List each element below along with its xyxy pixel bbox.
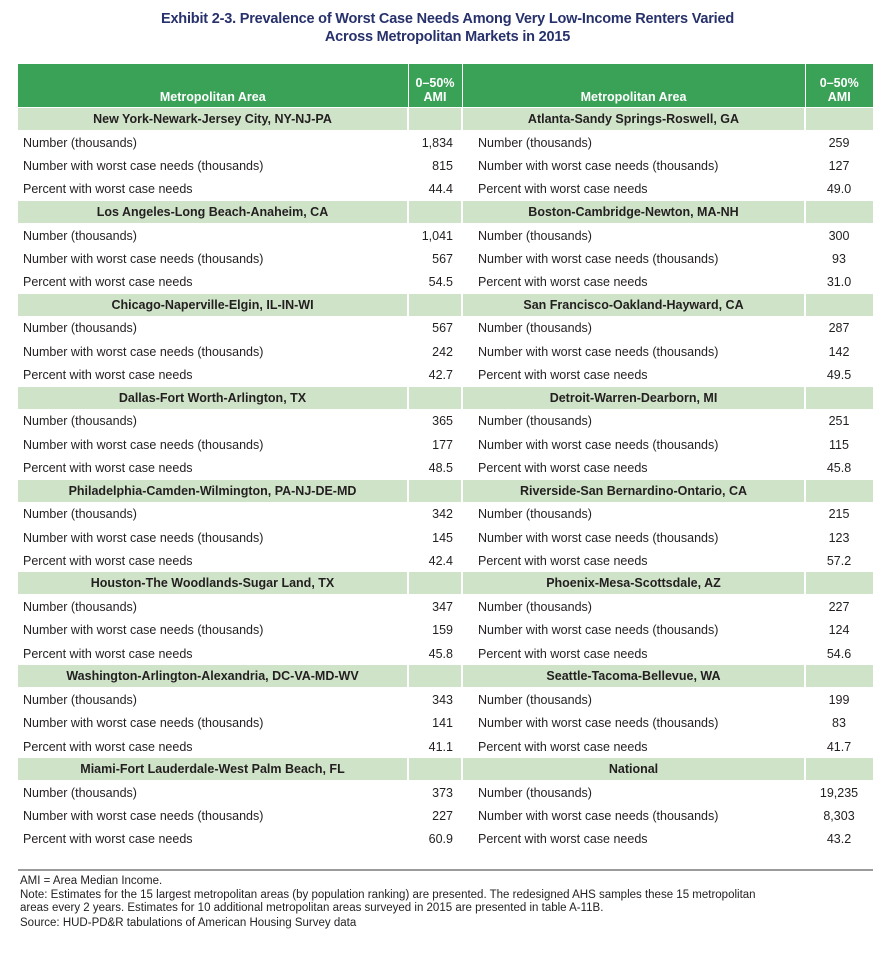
row-label-left: Percent with worst case needs [23, 832, 193, 847]
row-value-right: 124 [828, 623, 850, 638]
header-ami-right [805, 64, 873, 108]
header-metro-left: Metropolitan Area [18, 64, 408, 108]
metro-name-right: Phoenix-Mesa-Scottsdale, AZ [462, 572, 805, 595]
row-value-left: 567 [432, 321, 453, 336]
metro-value-blank-left [408, 480, 462, 503]
table-row [18, 456, 873, 479]
row-label-right: Number with worst case needs (thousands) [478, 251, 719, 266]
row-label-left: Number (thousands) [23, 785, 137, 800]
metro-value-blank-left [408, 108, 462, 131]
table-row [18, 712, 873, 735]
row-value-left: 347 [432, 600, 453, 615]
metro-name-left: Los Angeles-Long Beach-Anaheim, CA [18, 201, 408, 224]
metro-name-left: Chicago-Naperville-Elgin, IL-IN-WI [18, 294, 408, 317]
table-row [18, 549, 873, 572]
row-label-right: Percent with worst case needs [478, 739, 648, 754]
title-line-2: Across Metropolitan Markets in 2015 [324, 29, 571, 45]
metro-value-blank-left [408, 201, 462, 224]
table-row [18, 781, 873, 805]
row-label-left: Number (thousands) [23, 692, 137, 707]
table-notes [20, 875, 880, 930]
row-value-left: 177 [432, 437, 453, 452]
row-value-right: 93 [832, 251, 846, 266]
table-row [18, 828, 873, 851]
row-value-right: 49.0 [826, 182, 852, 197]
group-header-row [18, 201, 873, 224]
row-label-right: Number with worst case needs (thousands) [478, 158, 719, 173]
table-row [18, 433, 873, 456]
table-row [18, 502, 873, 526]
metro-name-left: Dallas-Fort Worth-Arlington, TX [18, 387, 408, 410]
row-value-right: 83 [832, 716, 846, 731]
row-value-right: 287 [828, 321, 850, 336]
row-value-left: 343 [432, 692, 453, 707]
row-label-left: Number with worst case needs (thousands) [23, 530, 264, 545]
metro-name-left: Washington-Arlington-Alexandria, DC-VA-MD-WV [18, 665, 408, 688]
row-label-left: Percent with worst case needs [23, 275, 193, 290]
row-value-left: 60.9 [428, 832, 453, 847]
ami-definition: AMI = Area Median Income. [20, 875, 163, 887]
row-label-left: Number with worst case needs (thousands) [23, 158, 264, 173]
table-row [18, 316, 873, 340]
row-value-left: 44.4 [428, 182, 453, 197]
table-header-row [18, 64, 873, 108]
title-line-1: Exhibit 2-3. Prevalence of Worst Case Needs Among Very Low-Income Renters Varied [160, 11, 735, 27]
row-label-right: Percent with worst case needs [478, 553, 648, 568]
row-value-right: 259 [828, 135, 850, 150]
header-ami-left [408, 64, 462, 108]
row-value-right: 31.0 [826, 275, 852, 290]
metro-value-blank-left [408, 387, 462, 410]
exhibit-title [0, 10, 895, 46]
row-value-left: 48.5 [428, 460, 453, 475]
metro-value-blank-left [408, 294, 462, 317]
row-label-right: Number with worst case needs (thousands) [478, 530, 719, 545]
footer-rule [18, 869, 873, 871]
row-value-left: 567 [432, 251, 453, 266]
group-header-row [18, 480, 873, 503]
note-line-2: areas every 2 years. Estimates for 10 additional metropolitan areas surveyed in 2015 are presented in table A-11B. [20, 902, 604, 914]
row-label-left: Number with worst case needs (thousands) [23, 251, 264, 266]
metro-name-left: Houston-The Woodlands-Sugar Land, TX [18, 572, 408, 595]
row-label-left: Number with worst case needs (thousands) [23, 344, 264, 359]
row-label-left: Percent with worst case needs [23, 553, 193, 568]
row-label-right: Number with worst case needs (thousands) [478, 809, 719, 824]
metro-value-blank-right [805, 572, 873, 595]
row-value-left: 159 [432, 623, 453, 638]
row-label-left: Percent with worst case needs [23, 646, 193, 661]
metro-value-blank-right [805, 201, 873, 224]
group-header-row [18, 665, 873, 688]
row-label-left: Number (thousands) [23, 600, 137, 615]
metro-value-blank-right [805, 758, 873, 781]
metro-value-blank-right [805, 108, 873, 131]
row-value-left: 145 [432, 530, 453, 545]
row-value-left: 227 [432, 809, 453, 824]
metro-value-blank-right [805, 294, 873, 317]
metro-name-right: Atlanta-Sandy Springs-Roswell, GA [462, 108, 805, 131]
metro-name-right: Riverside-San Bernardino-Ontario, CA [462, 480, 805, 503]
row-value-right: 54.6 [826, 646, 852, 661]
row-label-right: Number with worst case needs (thousands) [478, 344, 719, 359]
row-value-right: 57.2 [826, 553, 852, 568]
table-row [18, 247, 873, 270]
group-header-row [18, 758, 873, 781]
source-line: Source: HUD-PD&R tabulations of American Housing Survey data [20, 916, 357, 929]
row-label-right: Number with worst case needs (thousands) [478, 623, 719, 638]
group-header-row [18, 294, 873, 317]
table-row [18, 642, 873, 665]
table-row [18, 178, 873, 201]
metro-name-right: National [462, 758, 805, 781]
row-value-right: 127 [828, 158, 850, 173]
row-value-right: 251 [828, 414, 850, 429]
header-ami-right-label: AMI [827, 90, 851, 104]
header-ami-left-pct: 0–50% [415, 76, 455, 90]
metro-value-blank-right [805, 480, 873, 503]
row-label-right: Number (thousands) [478, 228, 592, 243]
row-label-left: Number (thousands) [23, 507, 137, 522]
row-value-left: 365 [432, 414, 453, 429]
row-value-right: 19,235 [819, 785, 859, 800]
row-label-left: Number with worst case needs (thousands) [23, 716, 264, 731]
row-label-left: Number (thousands) [23, 228, 137, 243]
row-value-right: 300 [828, 228, 850, 243]
row-value-left: 1,041 [421, 228, 453, 243]
table-row [18, 223, 873, 247]
table-row [18, 340, 873, 363]
table-row [18, 154, 873, 177]
metro-name-left: New York-Newark-Jersey City, NY-NJ-PA [18, 108, 408, 131]
row-value-left: 41.1 [428, 739, 453, 754]
header-ami-left-label: AMI [423, 90, 447, 104]
row-value-right: 227 [828, 600, 850, 615]
row-label-left: Number (thousands) [23, 135, 137, 150]
table-row [18, 619, 873, 642]
row-label-right: Number (thousands) [478, 135, 592, 150]
table-row [18, 270, 873, 293]
row-value-right: 45.8 [826, 460, 852, 475]
row-value-right: 41.7 [826, 739, 852, 754]
row-value-right: 215 [828, 507, 850, 522]
row-value-right: 199 [828, 692, 850, 707]
metro-value-blank-left [408, 572, 462, 595]
row-value-right: 115 [829, 437, 849, 452]
metro-value-blank-right [805, 387, 873, 410]
table-body [18, 108, 873, 852]
table-row [18, 131, 873, 155]
table-row [18, 409, 873, 433]
metro-name-right: San Francisco-Oakland-Hayward, CA [462, 294, 805, 317]
row-label-right: Percent with worst case needs [478, 182, 648, 197]
group-header-row [18, 387, 873, 410]
row-value-left: 242 [432, 344, 453, 359]
row-label-left: Number with worst case needs (thousands) [23, 437, 264, 452]
row-label-right: Number with worst case needs (thousands) [478, 716, 719, 731]
row-label-left: Number (thousands) [23, 414, 137, 429]
metro-name-right: Seattle-Tacoma-Bellevue, WA [462, 665, 805, 688]
row-value-left: 342 [432, 507, 453, 522]
metro-name-left: Miami-Fort Lauderdale-West Palm Beach, FL [18, 758, 408, 781]
metro-value-blank-left [408, 758, 462, 781]
row-label-right: Number (thousands) [478, 321, 592, 336]
row-value-left: 54.5 [428, 275, 453, 290]
row-label-right: Number (thousands) [478, 785, 592, 800]
row-label-right: Percent with worst case needs [478, 275, 648, 290]
row-label-right: Number with worst case needs (thousands) [478, 437, 719, 452]
row-value-right: 43.2 [826, 832, 852, 847]
metro-name-right: Boston-Cambridge-Newton, MA-NH [462, 201, 805, 224]
row-label-right: Number (thousands) [478, 692, 592, 707]
row-label-right: Percent with worst case needs [478, 368, 648, 383]
metro-name-left: Philadelphia-Camden-Wilmington, PA-NJ-DE-MD [18, 480, 408, 503]
row-label-left: Percent with worst case needs [23, 182, 193, 197]
row-label-left: Number (thousands) [23, 321, 137, 336]
row-value-left: 373 [432, 785, 453, 800]
row-label-right: Percent with worst case needs [478, 646, 648, 661]
header-ami-right-pct: 0–50% [819, 76, 859, 90]
table-row [18, 363, 873, 386]
row-label-left: Percent with worst case needs [23, 368, 193, 383]
table-row [18, 688, 873, 712]
row-value-left: 141 [432, 716, 453, 731]
table-row [18, 595, 873, 619]
note-line-1: Note: Estimates for the 15 largest metropolitan areas (by population ranking) are presented. The redesigned AHS samples these 15 metropolitan [20, 888, 756, 901]
metro-value-blank-right [805, 665, 873, 688]
metro-value-blank-left [408, 665, 462, 688]
row-label-right: Number (thousands) [478, 600, 592, 615]
row-label-left: Number with worst case needs (thousands) [23, 809, 264, 824]
row-label-left: Percent with worst case needs [23, 460, 193, 475]
row-value-right: 8,303 [823, 809, 855, 824]
metro-name-right: Detroit-Warren-Dearborn, MI [462, 387, 805, 410]
row-value-right: 123 [828, 530, 850, 545]
group-header-row [18, 108, 873, 131]
table-row [18, 526, 873, 549]
table-row [18, 805, 873, 828]
row-value-right: 142 [828, 344, 850, 359]
row-value-left: 45.8 [428, 646, 453, 661]
row-label-right: Number (thousands) [478, 414, 592, 429]
metro-table [18, 64, 873, 851]
table-row [18, 735, 873, 758]
row-value-left: 1,834 [421, 135, 453, 150]
row-label-right: Percent with worst case needs [478, 460, 648, 475]
row-value-left: 42.4 [428, 553, 453, 568]
row-label-right: Percent with worst case needs [478, 832, 648, 847]
header-metro-right: Metropolitan Area [462, 64, 805, 108]
row-value-right: 49.5 [826, 368, 852, 383]
row-value-left: 42.7 [428, 368, 453, 383]
row-label-left: Number with worst case needs (thousands) [23, 623, 264, 638]
row-label-right: Number (thousands) [478, 507, 592, 522]
group-header-row [18, 572, 873, 595]
row-value-left: 815 [432, 158, 453, 173]
row-label-left: Percent with worst case needs [23, 739, 193, 754]
